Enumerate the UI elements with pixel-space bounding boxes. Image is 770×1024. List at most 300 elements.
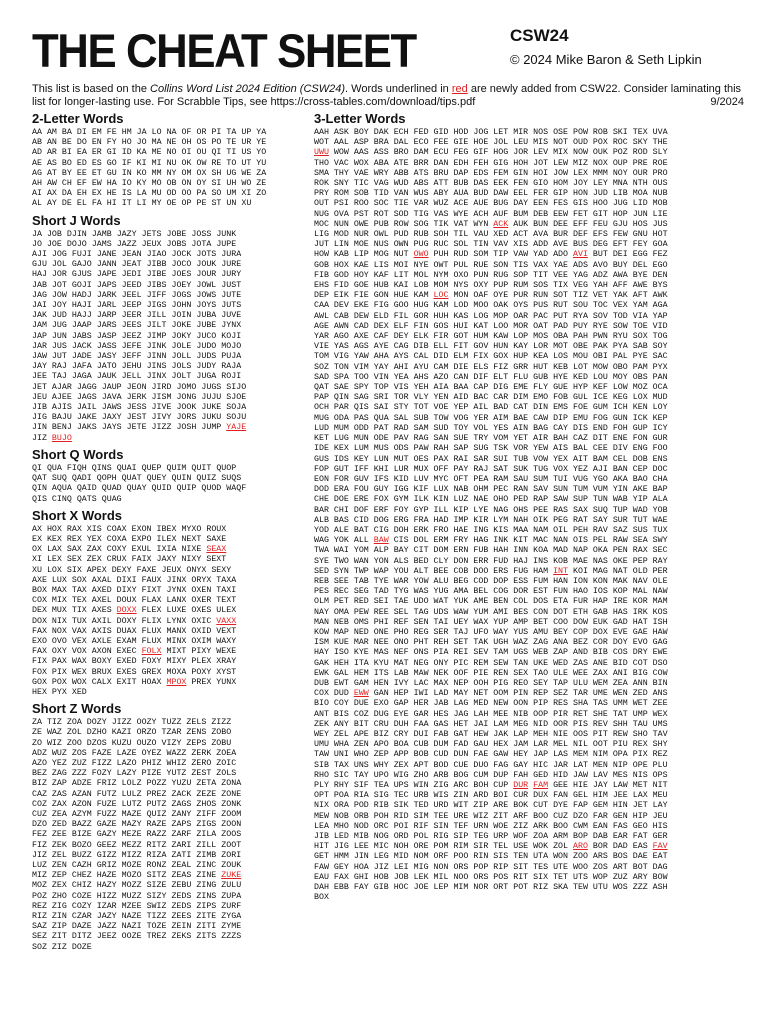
- word: JAUP: [101, 382, 122, 392]
- word: FOLX: [141, 647, 162, 657]
- word: KAZI: [111, 728, 132, 738]
- word: RYA: [572, 311, 588, 321]
- word: WRY: [373, 168, 389, 178]
- word: ZEE: [652, 699, 668, 709]
- word: VAC: [333, 158, 349, 168]
- word: MOL: [413, 270, 429, 280]
- word: JUD: [592, 189, 608, 199]
- word: SIK: [393, 801, 409, 811]
- word: PIE: [473, 668, 489, 678]
- word: OH: [181, 138, 192, 148]
- word: SIZE: [146, 881, 167, 891]
- word: QIS: [32, 494, 47, 504]
- word: XED: [493, 230, 509, 240]
- word: ZA: [256, 168, 267, 178]
- word: HIZZ: [96, 891, 117, 901]
- word: PIC: [453, 658, 469, 668]
- word: GOA: [652, 240, 668, 250]
- word: LOW: [612, 383, 628, 393]
- word: WHY: [373, 760, 389, 770]
- word: IT: [121, 199, 132, 209]
- word: VET: [592, 291, 608, 301]
- word: RUB: [413, 230, 429, 240]
- word: HIP: [632, 811, 648, 821]
- word: LAZE: [116, 748, 137, 758]
- word: AHI: [393, 362, 409, 372]
- word: ZEN: [353, 740, 369, 750]
- word: ZIP: [473, 801, 489, 811]
- word: GO: [106, 158, 117, 168]
- word: PUP: [493, 281, 509, 291]
- word: YET: [513, 434, 529, 444]
- word: BAS: [333, 515, 349, 525]
- word: PREZ: [146, 789, 167, 799]
- word: EX: [32, 534, 42, 544]
- word: QUID: [151, 484, 172, 494]
- word: HEX: [32, 687, 47, 697]
- word: MYXO: [181, 524, 202, 534]
- word: MAM: [652, 597, 668, 607]
- word: LEE: [353, 842, 369, 852]
- word: ZEX: [86, 555, 102, 565]
- word: DIV: [612, 444, 628, 454]
- word: SOW: [612, 321, 628, 331]
- word: ALE: [333, 525, 349, 535]
- edition-label: CSW24: [510, 26, 569, 45]
- word: DOB: [632, 454, 648, 464]
- word: JAM: [513, 740, 529, 750]
- word: COZ: [32, 799, 47, 809]
- word: MANX: [166, 626, 187, 636]
- word: ZO: [256, 189, 267, 199]
- intro-source: Collins Word List 2024 Edition (CSW24): [150, 83, 346, 95]
- word: JOWS: [196, 290, 217, 300]
- word: UM: [226, 189, 237, 199]
- word: BIB: [592, 648, 608, 658]
- word: GRR: [513, 362, 529, 372]
- word: DIM: [513, 393, 529, 403]
- word: RAT: [572, 515, 588, 525]
- word: EWE: [652, 648, 668, 658]
- word: FUJI: [71, 250, 92, 260]
- word: LOG: [473, 311, 489, 321]
- word: SOB: [353, 189, 369, 199]
- word: LET: [493, 128, 509, 137]
- word: ZINC: [196, 861, 217, 870]
- word: JIZZ: [111, 718, 132, 728]
- word: AE: [32, 158, 42, 168]
- word: NAE: [473, 495, 489, 505]
- word: GAT: [453, 729, 469, 739]
- word: WIZ: [473, 811, 489, 821]
- word: PAS: [353, 413, 369, 423]
- word: BEE: [433, 566, 449, 576]
- word: FAR: [592, 811, 608, 821]
- word: BO: [61, 158, 72, 168]
- word: ZOLS: [216, 769, 237, 779]
- word: THE: [652, 138, 668, 148]
- word: PREX: [191, 677, 212, 687]
- word: SON: [493, 260, 509, 270]
- word: NIX: [314, 801, 329, 811]
- word: NUN: [333, 219, 349, 229]
- word: HAN: [553, 576, 568, 586]
- word: OVO: [51, 636, 67, 646]
- word: PE: [196, 199, 207, 209]
- word: ITS: [373, 668, 389, 678]
- word: MAW: [413, 668, 429, 678]
- word: GEL: [572, 791, 588, 801]
- word: KYU: [373, 658, 389, 668]
- word: JO: [32, 239, 42, 249]
- word: IOS: [592, 587, 608, 597]
- word: ILL: [433, 505, 449, 515]
- word: HIS: [652, 821, 668, 831]
- word: RUC: [433, 240, 449, 250]
- word: ZILL: [196, 840, 217, 850]
- word: REN: [493, 668, 509, 678]
- word: JUD: [51, 311, 67, 321]
- word: LULZ: [121, 789, 142, 799]
- date-label: 9/2024: [710, 96, 744, 108]
- word: POW: [572, 128, 588, 137]
- word: JUST: [221, 280, 242, 290]
- word: ZEES: [171, 912, 192, 922]
- word: OIK: [533, 515, 549, 525]
- word: SUE: [453, 434, 469, 444]
- word: MOJO: [221, 341, 242, 351]
- word: RAJ: [473, 464, 489, 474]
- word: HOH: [513, 158, 529, 168]
- word: COZY: [71, 901, 92, 911]
- word: MAT: [393, 658, 409, 668]
- word: VEE: [553, 270, 568, 280]
- word: YAK: [612, 291, 628, 301]
- word: NO: [166, 148, 177, 158]
- word: AFT: [632, 291, 648, 301]
- word: CAR: [493, 393, 509, 403]
- word: UMS: [652, 719, 668, 729]
- word: OXID: [191, 626, 212, 636]
- word: SAB: [632, 342, 648, 352]
- word: FAG: [493, 760, 509, 770]
- word: CEP: [632, 464, 648, 474]
- word: AJI: [592, 464, 608, 474]
- word: KAW: [493, 332, 509, 342]
- word: TRY: [473, 434, 489, 444]
- word: LUTZ: [121, 799, 142, 809]
- word: OUD: [572, 138, 588, 148]
- word: ZIG: [51, 901, 67, 911]
- word: BOZO: [71, 840, 92, 850]
- word: LOS: [553, 352, 568, 362]
- word: MOA: [632, 189, 648, 199]
- word: FED: [413, 128, 429, 137]
- word: ZEX: [51, 881, 67, 891]
- word: WOK: [533, 842, 549, 852]
- word: ZOEA: [216, 748, 237, 758]
- word: BOXY: [91, 657, 112, 667]
- word: KEX: [333, 444, 349, 454]
- word: ZHO: [413, 770, 429, 780]
- word: VOR: [513, 444, 529, 454]
- word: JEU: [32, 392, 47, 402]
- word: BIG: [632, 668, 648, 678]
- word: ANY: [333, 719, 349, 729]
- word: JAMB: [91, 229, 112, 239]
- word: TAU: [632, 719, 648, 729]
- word: GOB: [314, 260, 329, 270]
- word: KOB: [553, 556, 568, 566]
- word: QIN: [32, 484, 47, 494]
- word: LI: [136, 199, 147, 209]
- word: AMU: [533, 627, 549, 637]
- word: LAH: [473, 709, 489, 719]
- word: MNA: [612, 179, 628, 189]
- word: ZIT: [51, 932, 67, 942]
- word: JEER: [121, 311, 142, 321]
- word: POI: [393, 821, 409, 831]
- word: EEK: [493, 179, 509, 189]
- word: RAN: [513, 485, 529, 495]
- word: BOG: [453, 770, 469, 780]
- word: FUG: [513, 566, 529, 576]
- intro-part4: are newly added from CSW22. Consider laminating this list for longer-lasting use. For Scrabble Tips, see https://cross-tables.com/download/tips.pdf: [32, 83, 742, 108]
- word: JEEZ: [96, 932, 117, 942]
- word: REX: [66, 534, 82, 544]
- word: JUTS: [221, 301, 242, 311]
- word: AWN: [333, 321, 349, 331]
- word: AMA: [453, 587, 469, 597]
- word: LOO: [493, 321, 509, 331]
- word: NEK: [433, 668, 449, 678]
- word: OCA: [652, 383, 668, 393]
- word: CUE: [453, 760, 469, 770]
- word: ORS: [473, 872, 489, 882]
- word: MM: [151, 168, 162, 178]
- word: SIN: [433, 821, 449, 831]
- word: IBEX: [156, 524, 177, 534]
- word: JINX: [166, 575, 187, 585]
- word: WAY: [493, 627, 509, 637]
- word: EFF: [572, 219, 588, 229]
- word: FIZ: [493, 362, 509, 372]
- word: JET: [632, 801, 648, 811]
- word: VAX: [71, 626, 87, 636]
- word: TIZ: [46, 718, 62, 728]
- word: ZAG: [533, 638, 549, 648]
- word: MID: [393, 852, 409, 862]
- word: HOS: [632, 219, 648, 229]
- word: PUL: [453, 260, 469, 270]
- word: TAT: [612, 709, 628, 719]
- word: AIR: [533, 434, 549, 444]
- word: WAE: [652, 515, 668, 525]
- word: BAZZ: [71, 820, 92, 830]
- word: ACK: [493, 219, 509, 229]
- word: JAZZ: [96, 922, 117, 932]
- word: YAP: [652, 311, 668, 321]
- word: ELF: [393, 321, 409, 331]
- word: BRA: [373, 138, 389, 148]
- word: AN: [46, 138, 57, 148]
- word: DJIN: [66, 229, 87, 239]
- word: ORYX: [191, 575, 212, 585]
- word: JOKE: [171, 321, 192, 331]
- word: ROJI: [221, 372, 242, 382]
- word: PUB: [373, 219, 389, 229]
- word: GOE: [353, 281, 369, 291]
- word: BOK: [513, 801, 529, 811]
- word: GOJI: [71, 280, 92, 290]
- word: KAF: [373, 270, 389, 280]
- word: PLEX: [191, 657, 212, 667]
- word: WOE: [493, 821, 509, 831]
- word: HER: [413, 699, 429, 709]
- word: QUA: [373, 413, 389, 423]
- word: LUG: [333, 434, 349, 444]
- word: JUDO: [196, 341, 217, 351]
- word: LUZ: [453, 495, 469, 505]
- word: NUS: [373, 240, 389, 250]
- word: DOO: [473, 566, 489, 576]
- word: FLY: [533, 383, 549, 393]
- word: SLY: [652, 148, 668, 158]
- word: BUY: [612, 260, 628, 270]
- word: UMU: [314, 740, 329, 750]
- word: TAV: [652, 729, 668, 739]
- word: ANN: [632, 678, 648, 688]
- word: BAJU: [51, 413, 72, 423]
- word: JINN: [146, 352, 167, 362]
- word: FEN: [513, 179, 529, 189]
- word: KAI: [393, 281, 409, 291]
- word: ZATI: [171, 850, 192, 860]
- word: AZO: [32, 758, 47, 768]
- word: KAY: [513, 342, 529, 352]
- word: GIO: [533, 179, 549, 189]
- word: TOM: [314, 352, 329, 362]
- word: DE: [61, 199, 72, 209]
- word: ALL: [353, 536, 369, 546]
- word: PUJA: [221, 352, 242, 362]
- word: ABS: [413, 179, 429, 189]
- word: WEXE: [216, 647, 237, 657]
- word: JAKS: [76, 423, 97, 433]
- word: AAS: [353, 148, 369, 158]
- word: AWA: [612, 270, 628, 280]
- word: ON: [181, 179, 192, 189]
- word: MOW: [592, 362, 608, 372]
- word: VAV: [493, 240, 509, 250]
- word: POA: [333, 791, 349, 801]
- word: ZAX: [592, 668, 608, 678]
- word: GAK: [314, 658, 329, 668]
- word: DIT: [592, 434, 608, 444]
- section-title-q: Short Q Words: [32, 446, 124, 462]
- word: ACT: [513, 230, 529, 240]
- word: AG: [32, 168, 42, 178]
- word: EXAM: [116, 636, 137, 646]
- word: CRY: [393, 729, 409, 739]
- word: TIS: [513, 260, 529, 270]
- word: OVA: [333, 209, 349, 219]
- word: ZED: [632, 689, 648, 699]
- word: POZZ: [146, 779, 167, 789]
- word: RUM: [513, 281, 529, 291]
- word: YAM: [632, 301, 648, 311]
- word: PLY: [314, 781, 329, 790]
- word: ZUKE: [221, 871, 242, 881]
- word: OBE: [572, 342, 588, 352]
- word: JETE: [126, 423, 147, 433]
- word: PYE: [632, 352, 648, 362]
- word: TEC: [393, 791, 409, 801]
- word: QUOD: [201, 484, 222, 494]
- word: AMP: [513, 617, 529, 627]
- word: SEW: [493, 658, 509, 668]
- word: JEES: [121, 321, 142, 331]
- word: FRY: [453, 536, 469, 546]
- word: DON: [453, 556, 469, 566]
- word: QUAD: [101, 484, 122, 494]
- word: APP: [393, 750, 409, 760]
- intro-part1: This list is based on the: [32, 83, 151, 95]
- word: JATO: [96, 362, 117, 372]
- word: ST: [211, 199, 222, 209]
- word: MON: [453, 291, 469, 301]
- word: PHO: [393, 627, 409, 637]
- word: JUNK: [216, 229, 237, 239]
- word: DUI: [413, 729, 429, 739]
- word: REV: [592, 719, 608, 729]
- word: TI: [226, 148, 237, 158]
- word: UPS: [393, 781, 409, 790]
- word: BOW: [652, 872, 668, 882]
- word: MEL: [553, 740, 568, 750]
- word: AXE: [32, 575, 47, 585]
- word: BAY: [393, 546, 409, 556]
- word: SAZ: [32, 922, 47, 932]
- word: MOC: [314, 219, 329, 229]
- word: FEY: [632, 240, 648, 250]
- word: ORE: [413, 842, 429, 852]
- word: MOZO: [121, 871, 142, 881]
- word: JAB: [32, 280, 47, 290]
- word: JIFF: [146, 290, 167, 300]
- word: HON: [572, 189, 588, 199]
- word: NEB: [333, 617, 349, 627]
- word: MOU: [572, 352, 588, 362]
- word: DEB: [533, 209, 549, 219]
- word: HOO: [592, 199, 608, 209]
- word: JOOK: [176, 403, 197, 413]
- word: ULE: [553, 668, 568, 678]
- word: ROUX: [206, 524, 227, 534]
- word: NUG: [314, 209, 329, 219]
- word: YAH: [592, 281, 608, 291]
- word: KOA: [533, 546, 549, 556]
- word: QAT: [32, 474, 47, 484]
- word: SPY: [353, 383, 369, 393]
- word: LEK: [413, 872, 429, 882]
- word: KY: [136, 179, 147, 189]
- word: OYS: [513, 301, 529, 311]
- word: YUTZ: [166, 769, 187, 779]
- word: MAY: [453, 689, 469, 699]
- word: BAT: [353, 525, 369, 535]
- word: CUD: [433, 750, 449, 760]
